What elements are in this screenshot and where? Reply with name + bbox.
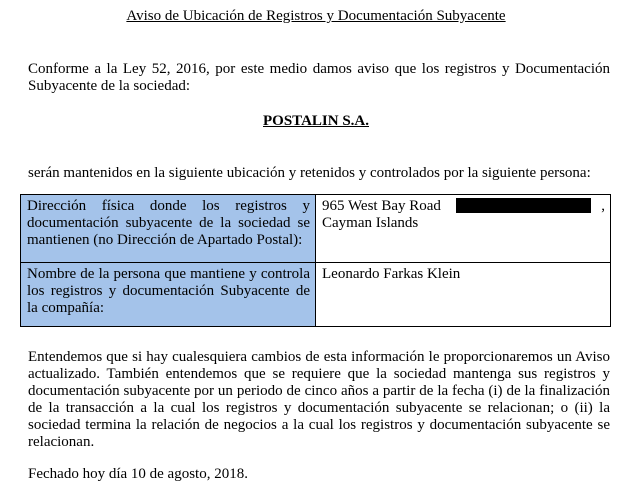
redaction-bar bbox=[456, 198, 591, 213]
address-label-cell: Dirección física donde los registros y documentación subyacente de la sociedad se mantienen (no Dirección de Apartado Postal): bbox=[21, 195, 316, 263]
records-location-table bbox=[20, 194, 611, 327]
closing-paragraph: Entendemos que si hay cualesquiera cambios de esta información le proporcionaremos un Aviso actualizado. También entendemos que se requiere que la sociedad mantenga sus registros y documentación subyacente por un periodo de cinco años a partir de la fecha (i) de la finalización de la transacción a la cual los registros y documentación subyacente se relacionan; o (ii) la sociedad termina la relación de negocios a la cual los registros y documentación subyacente se relacionan. bbox=[28, 349, 610, 450]
company-name: POSTALIN S.A. bbox=[263, 113, 369, 129]
address-line-2: Cayman Islands bbox=[322, 215, 419, 231]
lead-in-paragraph: serán mantenidos en la siguiente ubicación y retenidos y controlados por la siguiente persona: bbox=[28, 165, 591, 181]
person-label-cell: Nombre de la persona que mantiene y controla los registros y documentación Subyacente de la compañía: bbox=[21, 263, 316, 327]
person-row bbox=[21, 263, 611, 327]
intro-paragraph: Conforme a la Ley 52, 2016, por este medio damos aviso que los registros y Documentación Subyacente de la sociedad: bbox=[28, 61, 610, 94]
person-value-cell: Leonardo Farkas Klein bbox=[316, 263, 611, 327]
document-title: Aviso de Ubicación de Registros y Documentación Subyacente bbox=[126, 8, 506, 24]
address-comma: , bbox=[601, 198, 605, 214]
address-row bbox=[21, 195, 611, 263]
address-street: 965 West Bay Road bbox=[322, 198, 441, 214]
date-line: Fechado hoy día 10 de agosto, 2018. bbox=[28, 466, 248, 482]
address-line-1 bbox=[322, 198, 605, 215]
address-value-cell bbox=[316, 195, 611, 263]
